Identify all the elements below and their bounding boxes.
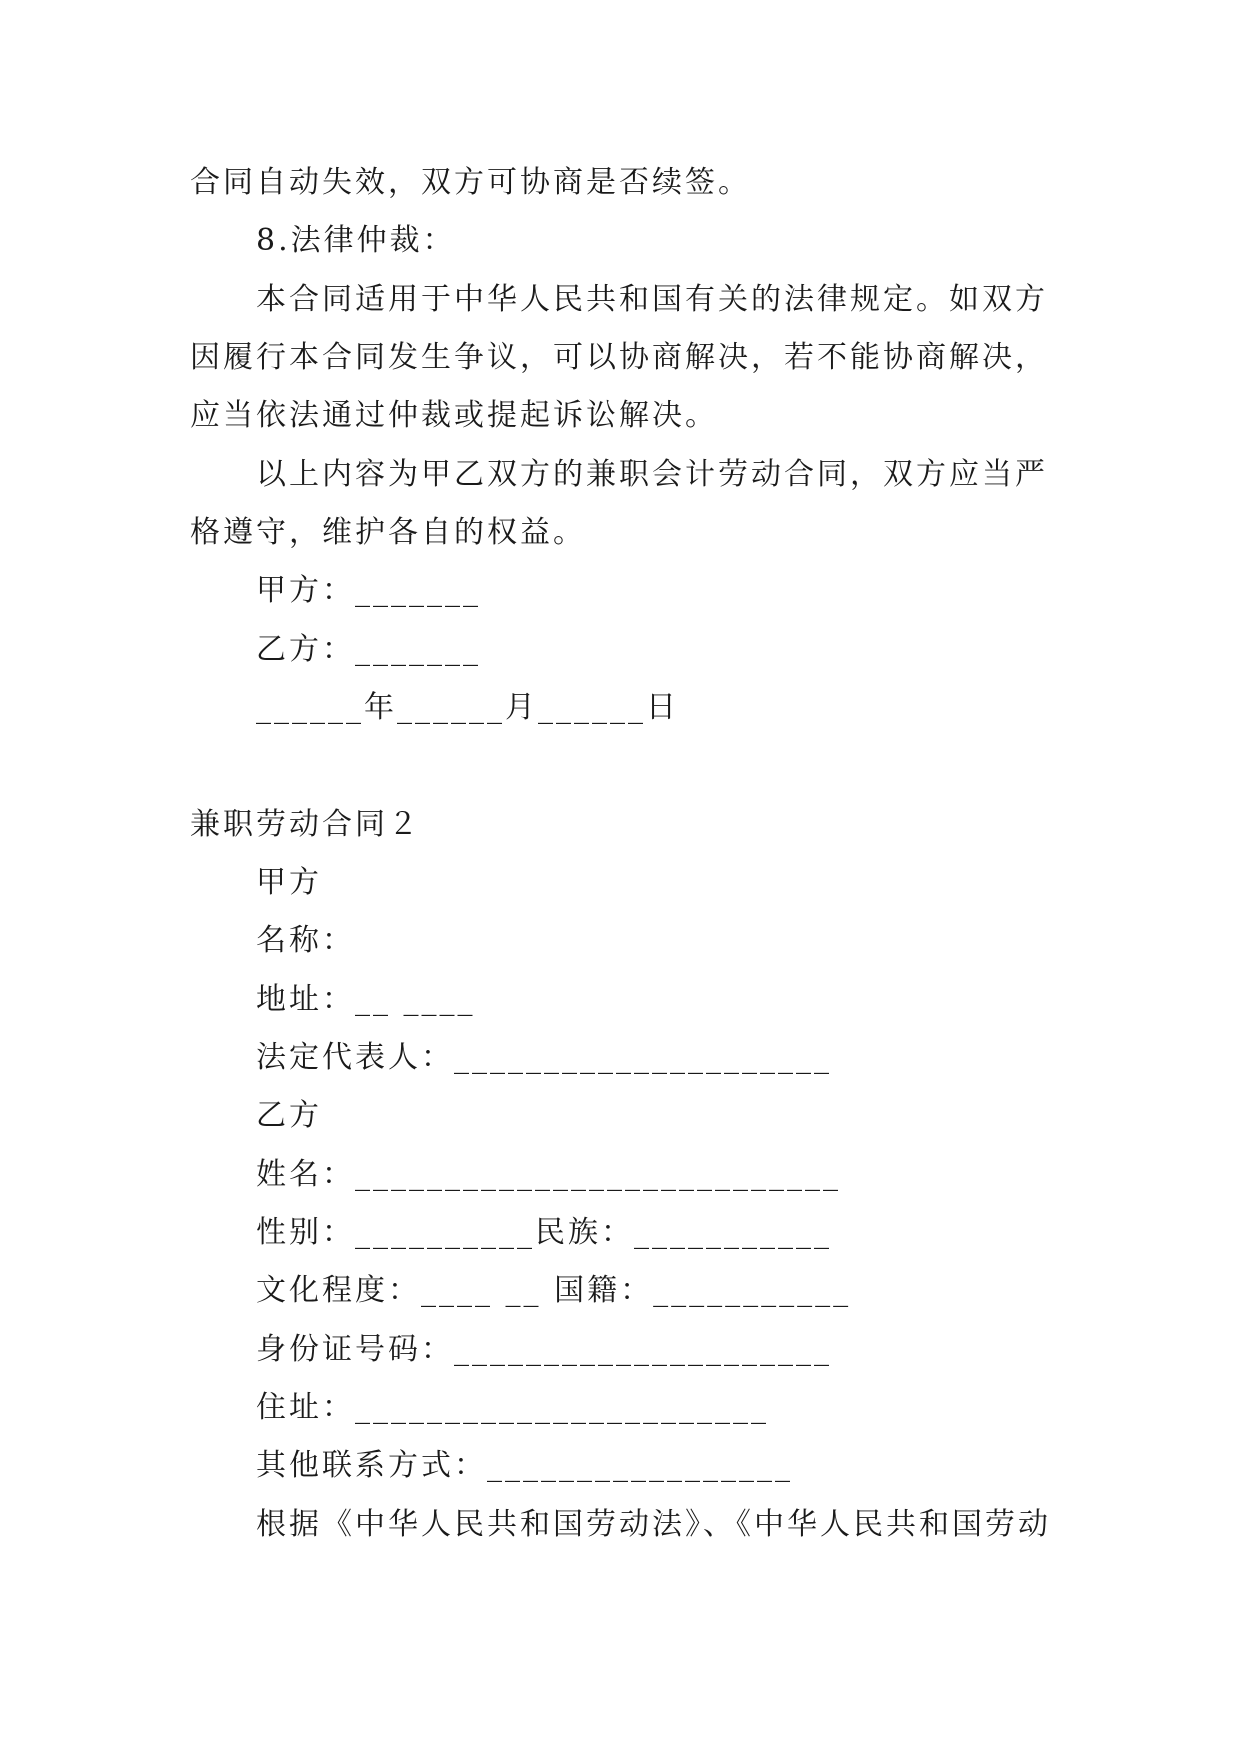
- form-line: 姓名：___________________________: [256, 1157, 841, 1192]
- party-a-signature-line: 甲方：_______: [256, 573, 481, 608]
- party-b-heading: 乙方: [256, 1098, 322, 1133]
- paragraph-line: 本合同适用于中华人民共和国有关的法律规定。如双方: [256, 282, 1048, 317]
- form-line: 住址：_______________________: [256, 1390, 769, 1425]
- form-line: 性别：__________民族：___________: [256, 1215, 832, 1250]
- paragraph-line: 合同自动失效，双方可协商是否续签。: [190, 165, 751, 200]
- contract-2-title: 兼职劳动合同２: [190, 807, 421, 842]
- form-line: 法定代表人：_____________________: [256, 1040, 832, 1075]
- section-heading: 8.法律仲裁：: [256, 223, 456, 258]
- date-line: ______年______月______日: [256, 690, 679, 725]
- form-line: 地址：__ ____: [256, 982, 476, 1017]
- form-line: 其他联系方式：_________________: [256, 1448, 793, 1483]
- party-a-heading: 甲方: [256, 865, 322, 900]
- paragraph-line: 以上内容为甲乙双方的兼职会计劳动合同，双方应当严: [256, 457, 1048, 492]
- form-line: 身份证号码：_____________________: [256, 1332, 832, 1367]
- paragraph-line: 格遵守，维护各自的权益。: [190, 515, 586, 550]
- paragraph-line: 应当依法通过仲裁或提起诉讼解决。: [190, 398, 718, 433]
- paragraph-line: 因履行本合同发生争议，可以协商解决，若不能协商解决，: [190, 340, 1048, 375]
- party-b-signature-line: 乙方：_______: [256, 632, 481, 667]
- form-line: 文化程度：____ __ 国籍：___________: [256, 1273, 852, 1308]
- form-line: 名称：: [256, 923, 355, 958]
- paragraph-line: 根据《中华人民共和国劳动法》、《中华人民共和国劳动: [256, 1507, 1051, 1542]
